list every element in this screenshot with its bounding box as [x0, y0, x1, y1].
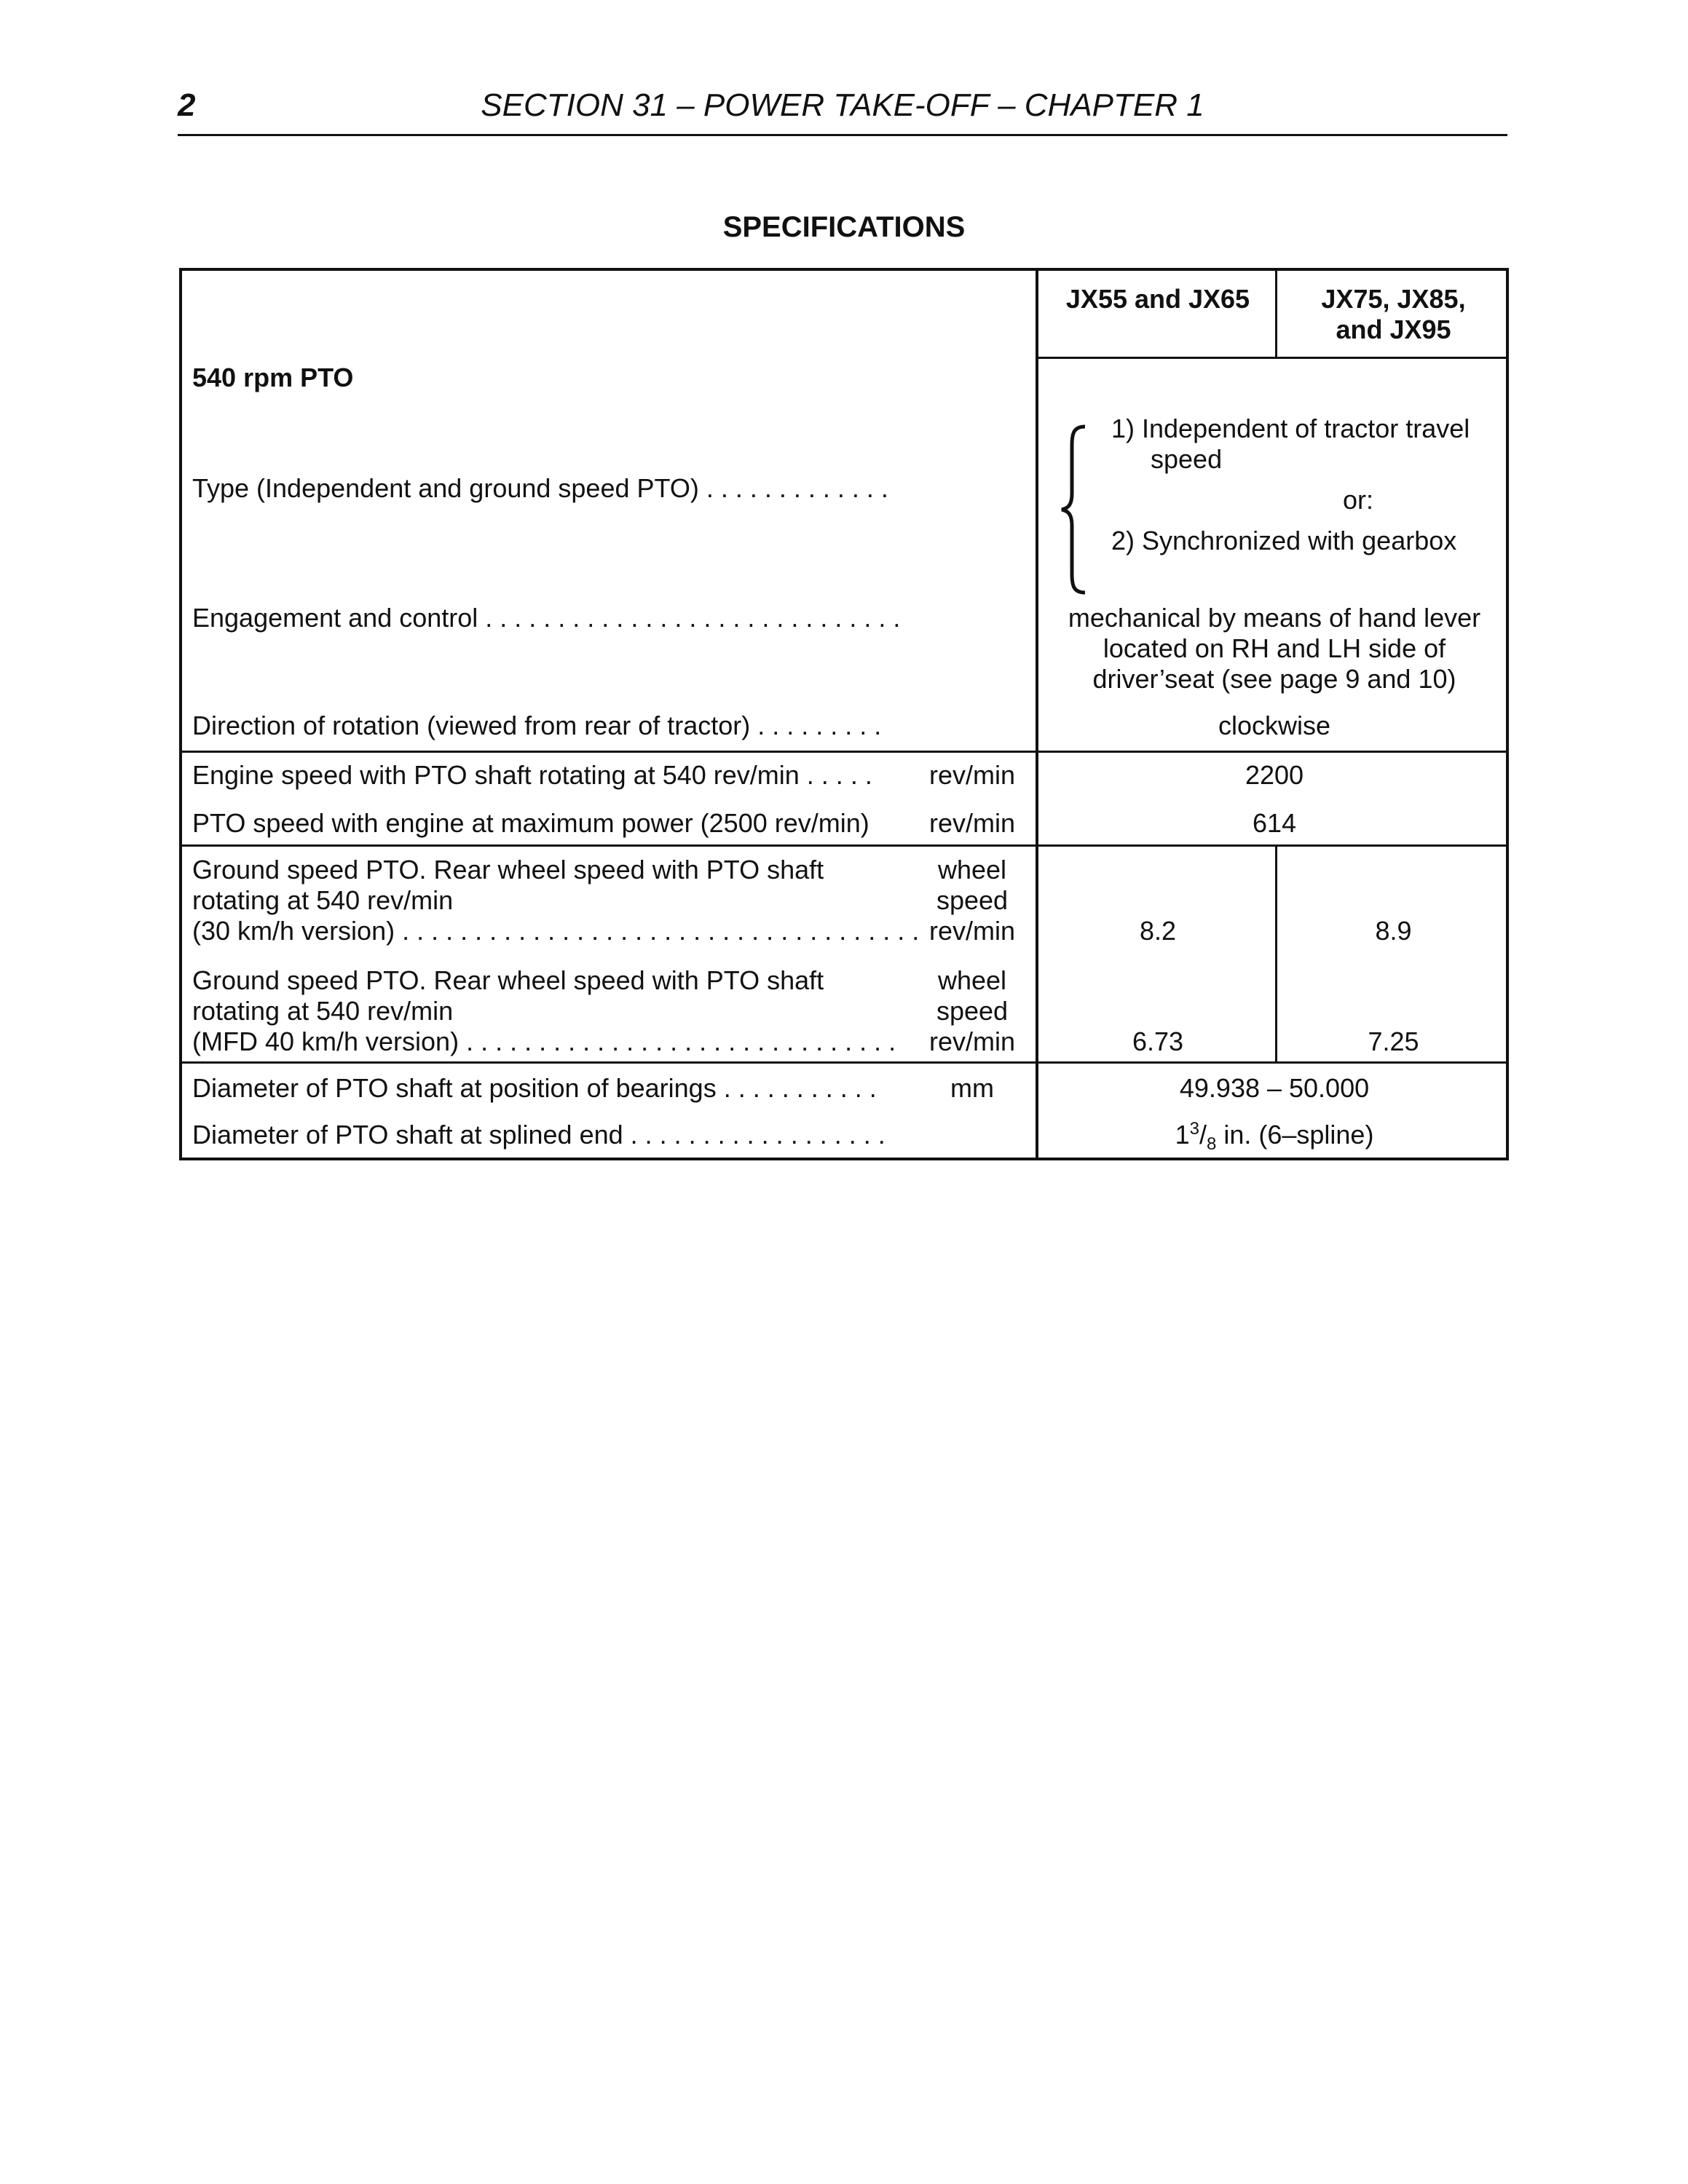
section-label: 540 rpm PTO [192, 363, 354, 392]
ground-speed-40-unit: rev/min [928, 1026, 1016, 1056]
row-rule [182, 844, 1509, 847]
page-number: 2 [178, 87, 196, 123]
fraction-numerator: 3 [1189, 1119, 1199, 1139]
rotation-value: clockwise [1218, 711, 1331, 740]
type-option-1-cont: speed [1151, 444, 1223, 474]
ground-speed-40-unit: wheel [937, 965, 1007, 995]
running-title: SECTION 31 – POWER TAKE-OFF – CHAPTER 1 [481, 87, 1204, 123]
column-header-jx75-line2: and JX95 [1336, 314, 1451, 344]
engine-speed-value: 2200 [1245, 760, 1304, 790]
ground-speed-30-jx75: 8.9 [1375, 916, 1412, 946]
header-divider [1275, 271, 1277, 358]
ground-speed-40-jx75: 7.25 [1368, 1026, 1419, 1056]
ground-speed-30-unit: wheel [937, 855, 1007, 885]
pto-speed-value: 614 [1252, 808, 1297, 838]
ground-speed-40-unit: speed [936, 996, 1009, 1026]
ground-speed-30-jx55: 8.2 [1139, 916, 1177, 946]
ground-speed-30-unit: rev/min [928, 916, 1016, 946]
ground-speed-40-label: (MFD 40 km/h version) . . . . . . . . . . . . . . . . . . . . . . . . . . . . . . [192, 1026, 896, 1056]
diameter-bearings-label: Diameter of PTO shaft at position of bearings . . . . . . . . . . . [192, 1073, 877, 1103]
column-divider [1036, 271, 1038, 1160]
specifications-table [179, 268, 1509, 1160]
engine-speed-label: Engine speed with PTO shaft rotating at 540 rev/min . . . . . [192, 760, 872, 790]
fraction-slash: / [1199, 1120, 1207, 1150]
engagement-label: Engagement and control . . . . . . . . . . . . . . . . . . . . . . . . . . . . . [192, 603, 901, 633]
diameter-splined-label: Diameter of PTO shaft at splined end . . . . . . . . . . . . . . . . . . [192, 1120, 886, 1150]
diameter-splined-rest: in. (6–spline) [1216, 1120, 1374, 1150]
engine-speed-unit: rev/min [928, 760, 1016, 790]
diameter-bearings-value: 49.938 – 50.000 [1179, 1073, 1370, 1103]
ground-speed-40-jx55: 6.73 [1132, 1026, 1184, 1056]
specifications-title: SPECIFICATIONS [722, 211, 966, 243]
column-header-jx75: JX75, JX85, [1321, 284, 1466, 314]
engagement-value: driver’seat (see page 9 and 10) [1092, 664, 1456, 694]
ground-speed-30-label: (30 km/h version) . . . . . . . . . . . . . . . . . . . . . . . . . . . . . . . . . . . . [192, 916, 920, 946]
ground-speed-divider [1275, 844, 1277, 1063]
brace-icon [1059, 424, 1088, 596]
pto-speed-unit: rev/min [928, 808, 1016, 838]
page-header [178, 86, 1507, 136]
header-bottom-rule [1036, 357, 1509, 359]
row-rule [182, 751, 1509, 753]
ground-speed-30-label: Ground speed PTO. Rear wheel speed with PTO shaft [192, 855, 824, 885]
diameter-splined-value [1040, 1119, 1509, 1155]
ground-speed-40-label: rotating at 540 rev/min [192, 996, 454, 1026]
fraction-whole: 1 [1175, 1120, 1190, 1150]
fraction-denominator: 8 [1206, 1134, 1217, 1155]
row-rule [182, 1061, 1509, 1064]
type-option-2: 2) Synchronized with gearbox [1111, 526, 1457, 555]
ground-speed-40-label: Ground speed PTO. Rear wheel speed with PTO shaft [192, 965, 824, 995]
type-or: or: [1342, 485, 1373, 515]
type-label: Type (Independent and ground speed PTO) . . . . . . . . . . . . . [192, 473, 888, 503]
type-option-1: 1) Independent of tractor travel [1111, 414, 1470, 443]
ground-speed-30-label: rotating at 540 rev/min [192, 885, 454, 915]
diameter-bearings-unit: mm [950, 1073, 994, 1103]
rotation-label: Direction of rotation (viewed from rear of tractor) . . . . . . . . . [192, 711, 882, 740]
pto-speed-label: PTO speed with engine at maximum power (2500 rev/min) [192, 808, 869, 838]
ground-speed-30-unit: speed [936, 885, 1009, 915]
engagement-value: located on RH and LH side of [1103, 633, 1446, 663]
column-header-jx55: JX55 and JX65 [1065, 284, 1250, 314]
engagement-value: mechanical by means of hand lever [1068, 603, 1481, 633]
